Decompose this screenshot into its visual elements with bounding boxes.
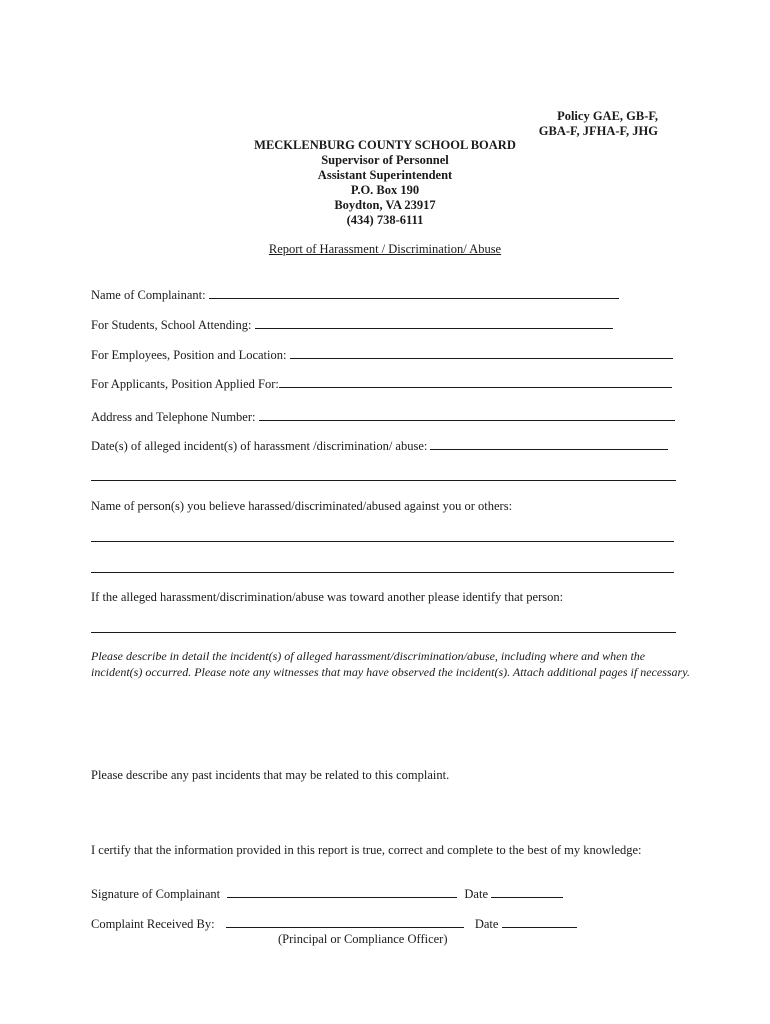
- policy-line-2: GBA-F, JFHA-F, JHG: [538, 124, 658, 138]
- signature-label: Signature of Complainant: [91, 887, 221, 901]
- position-applied-field[interactable]: [279, 376, 672, 388]
- policy-reference: [539, 109, 658, 139]
- describe-instructions: Please describe in detail the incident(s) of alleged harassment/discrimination/abuse, including where and when the incident(s) occurred. Please note any witnesses that may have observed the incident(s). Attach additional pages if necessary.: [91, 649, 690, 679]
- past-incidents-prompt: Please describe any past incidents that may be related to this complaint.: [91, 768, 450, 782]
- signature-date-field[interactable]: [491, 886, 563, 898]
- complainant-field[interactable]: [209, 287, 619, 299]
- dates-label: Date(s) of alleged incident(s) of harassment /discrimination/ abuse:: [91, 439, 428, 453]
- received-date-field[interactable]: [502, 916, 577, 928]
- employees-row: [91, 347, 673, 363]
- title-line: Assistant Superintendent: [317, 168, 453, 182]
- signature-date-label: Date: [464, 887, 489, 901]
- incident-dates-field[interactable]: [430, 438, 668, 450]
- signature-row: [91, 886, 563, 902]
- complainant-row: [91, 287, 619, 303]
- position-location-field[interactable]: [290, 347, 673, 359]
- received-date-label: Date: [474, 917, 499, 931]
- letterhead: [0, 138, 770, 228]
- incident-dates-continuation-line[interactable]: [91, 480, 676, 481]
- certification-statement: I certify that the information provided in this report is true, correct and complete to the best of my knowledge:: [91, 843, 642, 857]
- students-row: [91, 317, 613, 333]
- department-line: Supervisor of Personnel: [321, 153, 449, 167]
- po-box: P.O. Box 190: [350, 183, 420, 197]
- complainant-label: Name of Complainant:: [91, 288, 206, 302]
- phone-number: (434) 738-6111: [346, 213, 424, 227]
- applicants-row: [91, 376, 672, 392]
- students-label: For Students, School Attending:: [91, 318, 252, 332]
- employees-label: For Employees, Position and Location:: [91, 348, 287, 362]
- received-by-field[interactable]: [226, 916, 464, 928]
- policy-line-1: Policy GAE, GB-F,: [557, 109, 658, 123]
- address-telephone-field[interactable]: [259, 409, 675, 421]
- received-row: [91, 916, 577, 932]
- persons-label: Name of person(s) you believe harassed/discriminated/abused against you or others:: [91, 499, 513, 513]
- other-person-line[interactable]: [91, 632, 676, 633]
- toward-another-label: If the alleged harassment/discrimination/abuse was toward another please identify that person:: [91, 590, 564, 604]
- applicants-label: For Applicants, Position Applied For:: [91, 377, 279, 391]
- persons-line-1[interactable]: [91, 541, 674, 542]
- received-label: Complaint Received By:: [91, 917, 215, 931]
- dates-row: [91, 438, 668, 454]
- city-state-zip: Boydton, VA 23917: [334, 198, 436, 212]
- address-label: Address and Telephone Number:: [91, 410, 256, 424]
- organization-name: MECKLENBURG COUNTY SCHOOL BOARD: [254, 138, 516, 152]
- address-row: [91, 409, 675, 425]
- form-title: Report of Harassment / Discrimination/ Abuse: [268, 242, 502, 256]
- school-attending-field[interactable]: [255, 317, 613, 329]
- received-by-note: (Principal or Compliance Officer): [278, 932, 448, 946]
- signature-field[interactable]: [227, 886, 457, 898]
- persons-line-2[interactable]: [91, 572, 674, 573]
